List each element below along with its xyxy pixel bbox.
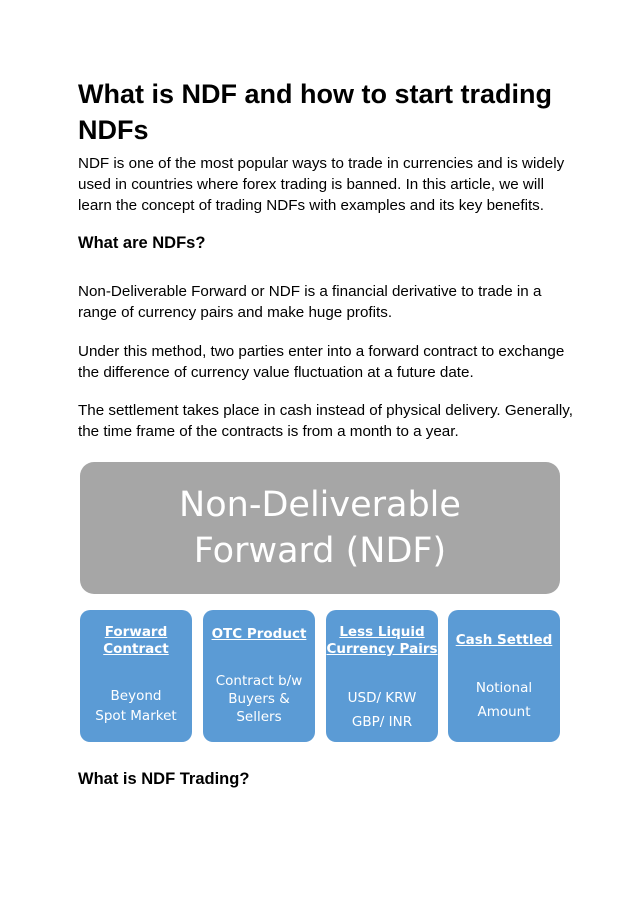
card-otc-product — [203, 610, 315, 742]
card-less-liquid — [326, 610, 438, 742]
intro-paragraph: NDF is one of the most popular ways to trade in currencies and is widely used in countries where forex trading is banned. In this article, we will learn the concept of trading NDFs with examples and its key benefits. — [78, 155, 565, 214]
card-body: Notional Amount — [475, 680, 533, 720]
paragraph-definition: Non-Deliverable Forward or NDF is a financial derivative to trade in a range of currency pairs and make huge profits. — [78, 283, 542, 321]
ndf-main-title: Non-Deliverable Forward (NDF) — [179, 485, 461, 571]
paragraph-method: Under this method, two parties enter into a forward contract to exchange the difference of currency value fluctuation at a future date. — [78, 343, 565, 381]
card-body: Beyond Spot Market — [95, 688, 177, 724]
ndf-main-box — [80, 462, 560, 594]
card-cash-settled — [448, 610, 560, 742]
card-body: USD/ KRW GBP/ INR — [347, 690, 417, 730]
article-title: What is NDF and how to start trading NDFs — [78, 79, 552, 145]
ndf-diagram — [78, 462, 562, 744]
card-title: Cash Settled — [455, 632, 553, 648]
paragraph-settlement: The settlement takes place in cash instead of physical delivery. Generally, the time frame of the contracts is from a month to a year. — [78, 402, 573, 440]
section-heading-what-are-ndfs: What are NDFs? — [78, 234, 206, 252]
card-forward-contract — [80, 610, 192, 742]
card-body: Contract b/w Buyers & Sellers — [215, 673, 303, 725]
card-title: OTC Product — [211, 626, 307, 642]
card-title: Less Liquid Currency Pairs — [326, 624, 438, 657]
card-title: Forward Contract — [103, 624, 169, 657]
section-heading-ndf-trading: What is NDF Trading? — [78, 770, 250, 788]
